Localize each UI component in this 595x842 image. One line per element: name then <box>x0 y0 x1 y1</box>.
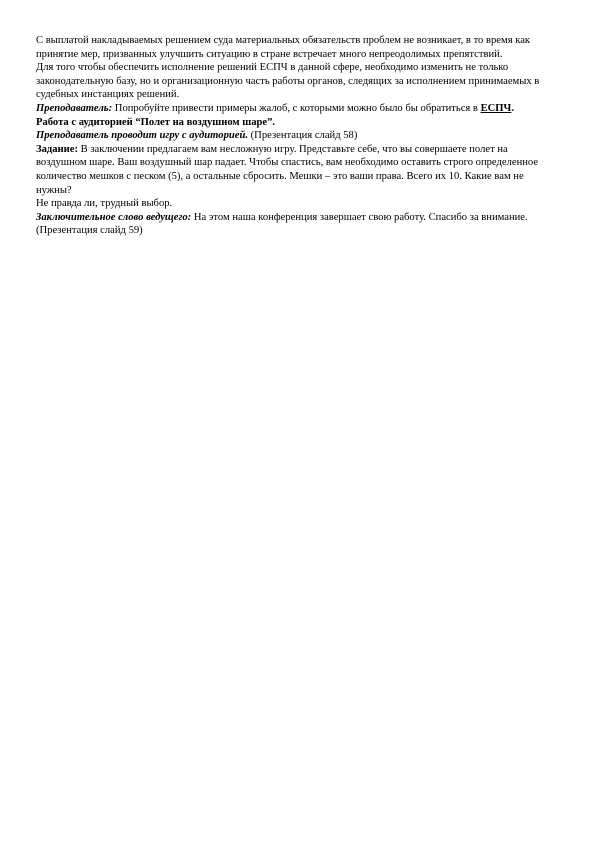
paragraph-balloon-heading: Работа с аудиторией “Полет на воздушном шаре”. <box>36 116 276 128</box>
teacher-game-lead: Преподаватель проводит игру с аудиторией. <box>36 130 248 142</box>
paragraph-hard-choice: Не правда ли, трудный выбор. <box>36 198 173 210</box>
paragraph-obligations: С выплатой накладываемых решением суда материальных обязательств проблем не возникает, в то время как принятие мер, призванных улучшить ситуацию в стране встречает много непреодолимых препятствий. <box>36 35 531 60</box>
teacher-question-end: . <box>511 102 514 114</box>
task-label: Задание: <box>36 143 78 155</box>
document-page <box>36 34 560 238</box>
paragraph-task <box>36 143 560 197</box>
speaker-teacher-label: Преподаватель: <box>36 102 113 114</box>
closing-lead: Заключительное слово ведущего: <box>36 211 192 223</box>
teacher-question-text: Попробуйте привести примеры жалоб, с которыми можно было бы обратиться в <box>112 102 481 114</box>
task-text: В заключении предлагаем вам несложную игру. Представьте себе, что вы совершаете полет на воздушном шаре. Ваш воздушный шар падает. Чтобы спастись, вам необходимо оставить строго определенное количество мешков с песком (5), а остальные сбросить. Мешки – это ваши права. Всего их 10. Какие вам не нужны? <box>36 143 539 196</box>
teacher-game-slide: (Презентация слайд 58) <box>248 130 358 142</box>
paragraph-teacher-game <box>36 129 560 143</box>
paragraph-teacher-question <box>36 102 560 116</box>
paragraph-echr-enforcement: Для того чтобы обеспечить исполнение решений ЕСПЧ в данной сфере, необходимо изменить не только законодательную базу, но и организационную часть работы органов, следящих за исполнением принимаемых в судебных инстанциях решений. <box>36 62 540 101</box>
paragraph-closing <box>36 211 560 238</box>
echr-link[interactable]: ЕСПЧ <box>480 102 512 114</box>
closing-text: На этом наша конференция завершает свою работу. Спасибо за внимание. (Презентация слайд 59) <box>36 211 528 237</box>
